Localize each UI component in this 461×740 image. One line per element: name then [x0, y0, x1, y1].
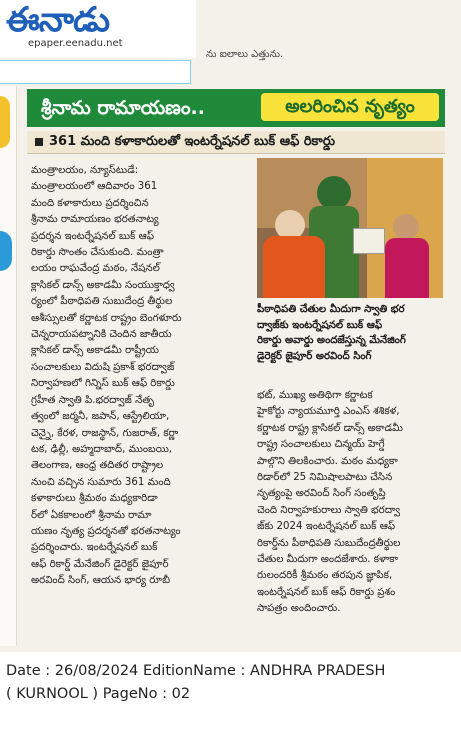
article-text-line: హైకోర్టు న్యాయమూర్తి ఎంఎస్ శశికళ, [257, 406, 400, 418]
article-text-line: క్లాసికల్ డాన్స్ అకాడమీ సంయుక్తాధ్వ [31, 279, 175, 291]
article-text-line: ప్రదర్శన ఇంటర్నేషనల్ బుక్ ఆఫ్ [31, 230, 154, 242]
eenadu-logo: ఈనాడు [6, 0, 110, 40]
previous-article-snippet: ను ఐలాలు ఎత్తును. [206, 49, 284, 60]
subheadline-bar [27, 131, 445, 154]
caption-line: పీఠాధిపతి చేతుల మీదుగా స్వాతి భర [257, 304, 405, 315]
article-text-line: ప్రదర్శించారు. ఇంటర్నేషనల్ బుక్ [31, 542, 158, 554]
article-text-line: మంది కళాకారులు ప్రదర్శించిన [31, 197, 149, 209]
masthead [0, 0, 196, 58]
article-text-line: త్వంలో జర్మనీ, జపాన్, ఆస్ట్రేలియా, [31, 411, 170, 423]
site-url: epaper.eenadu.net [28, 38, 123, 49]
caption-line: రికార్డు అవార్డు అందజేస్తున్న మేనేజింగ్ [257, 335, 406, 346]
article-text-line: చెన్నై, కేరళ, రాజస్థాన్, గుజరాత్, కర్ణా [31, 427, 179, 439]
article-text-line: రాష్ట్ర సంచాలకులు చిన్మయ్ హెగ్డే [257, 439, 385, 451]
article-text-line: రికార్డ్‌ను పీఠాధిపతి సుబుదేంద్రతీర్థుల [257, 537, 401, 549]
article-text-line: కళాకారులు శ్రీమఠం మధ్యకారిడా [31, 493, 158, 505]
article-text-line: రికార్డు సొంతం చేసుకుంది. మంత్రా [31, 247, 164, 259]
article-text-line: చెన్నరాయపట్నానికి చెందిన జాతీయ [31, 329, 172, 341]
photo-woman-body [385, 238, 429, 298]
article-text-line: అరవింద్ సింగ్, ఆయన భార్య రూబీ [31, 575, 170, 587]
article-text-line: శ్రీనామ రామాయణం భరతనాట్య [31, 214, 159, 226]
article-text-line: తెలంగాణ, ఆంధ్ర తదితర రాష్ట్రాల [31, 460, 164, 472]
edition-date-line: Date : 26/08/2024 EditionName : ANDHRA PRADESH [6, 663, 386, 679]
edition-page-line: ( KURNOOL ) PageNo : 02 [6, 686, 191, 702]
article-text-line: ఆశీస్సులతో కర్ణాటక రాష్ట్రం బెంగళూరు [31, 312, 182, 324]
article-text-line: భట్, ముఖ్య అతిథిగా కర్ణాటక [257, 390, 373, 401]
photo-certificate [353, 228, 385, 254]
article-text-line: మంత్రాలయం, న్యూస్‌టుడే: [31, 165, 139, 176]
caption-line: డైరెక్టర్ జైపూర్ అరవింద్ సింగ్ [257, 350, 372, 362]
article-text-line: జ్‌కు 2024 ఇంటర్నేషనల్ బుక్ ఆఫ్ [257, 521, 396, 533]
article-text-line: టక, ఢిల్లీ, అహ్మదాబాద్, ముంబయి, [31, 443, 173, 455]
article-text-line: క్లాసికల్ డాన్స్ అకాడమీ రాష్ట్రీయ [31, 345, 159, 357]
award-photo [257, 158, 443, 298]
article-text-line: ఇంటర్నేషనల్ బుక్ ఆఫ్ రికార్డు ప్రశం [257, 586, 396, 598]
article-text-line: ర్యంలో పీఠాధిపతి సుబుదేంద్ర తీర్థుల [31, 296, 173, 308]
article-column-1 [31, 163, 247, 590]
headline-highlight: అలరించిన నృత్యం [285, 96, 415, 117]
headline-banner [27, 89, 445, 127]
subheadline: 361 మంది కళాకారులతో ఇంటర్నేషనల్ బుక్ ఆఫ్ రికార్డు [49, 134, 336, 149]
edition-footer [6, 660, 446, 706]
article-text-line: కర్ణాటక రాష్ట్ర క్లాసికల్ డాన్స్ అకాడమీ [257, 422, 403, 434]
article-text-line: రులందరికీ శ్రీమఠం తరపున జ్ఞాపిక, [257, 570, 393, 582]
article-text-line: లయం రాఘవేంద్ర మఠం, నేషనల్ [31, 263, 160, 275]
article-text-line: చేతుల మీదుగా అందజేశారు. కళాకా [257, 554, 399, 566]
article-column-2 [257, 388, 447, 618]
article-text-line: రిడార్‌లో 25 నిమిషాలపాటు చేసిన [257, 472, 393, 484]
blue-graphic-icon [0, 231, 12, 271]
article-text-line: నిర్వాహణలో గిన్నిస్ బుక్ ఆఫ్ రికార్డు [31, 378, 175, 390]
article-text-line: సంచాలకులు విదుషి ప్రకాశ్ భరద్వాజ్ [31, 361, 175, 373]
headline-title: శ్రీనామ రామాయణం.. [41, 97, 205, 119]
article-text-line: నుంచి వచ్చిన సుమారు 361 మంది [31, 476, 171, 488]
photo-caption [257, 302, 443, 364]
photo-person-head [317, 176, 351, 210]
adjacent-article-edge [0, 86, 17, 646]
article-text-line: ఆఫ్ రికార్డ్ మేనేజింగ్ డైరెక్టర్ జైపూర్ [31, 558, 169, 570]
caption-line: ద్వాజ్‌కు ఇంటర్నేషనల్ బుక్ ఆఫ్ [257, 319, 383, 331]
photo-seer-body [263, 236, 325, 298]
photo-woman-head [393, 214, 419, 240]
article-text-line: మంత్రాలయంలో ఆదివారం 361 [31, 181, 158, 193]
article-text-line: సాపత్రం అందించారు. [257, 603, 341, 615]
headline-highlight-box [261, 93, 439, 121]
article-text-line: చెంది నిర్వాహకురాలు స్వాతి భరద్వా [257, 504, 400, 516]
article-text-line: ర్‌లో ఏకకాలంలో శ్రీనామ రామా [31, 509, 152, 521]
yellow-graphic-icon [0, 96, 10, 148]
bullet-square-icon [35, 138, 43, 146]
article-text-line: నృత్యంపై అరవింద్ సింగ్ సంతృప్తి [257, 488, 386, 500]
article-text-line: గ్రహీత స్వాతి పి.భరద్వాజ్ నేతృ [31, 394, 155, 406]
article-text-line: యణం నృత్య ప్రదర్శనతో భరతనాట్యం [31, 525, 181, 537]
previous-article-box [0, 60, 191, 84]
article-text-line: పాల్గొని తిలకించారు. మఠం మధ్యకా [257, 455, 398, 467]
